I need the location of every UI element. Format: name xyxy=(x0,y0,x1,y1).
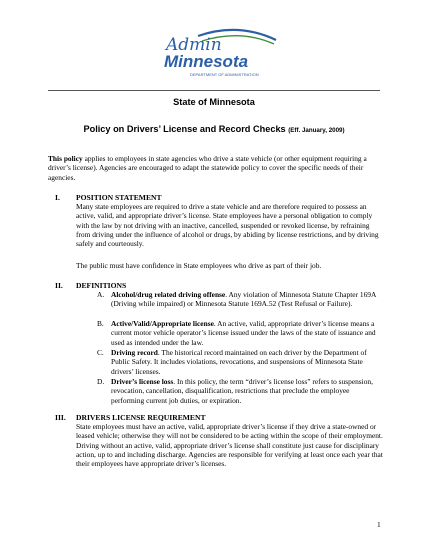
section-2-number: II. xyxy=(55,281,63,290)
section-3-heading: DRIVERS LICENSE REQUIREMENT xyxy=(76,413,206,422)
section-1-paragraph-1: Many state employees are required to drive a state vehicle and are therefore required to possess an active, valid, and appropriate driver’s license. State employees have a personal obligation to comply with the law by not driving with an inactive, cancelled, suspended or revoked license, by refraining from driving under the influence of alcohol or drugs, by abiding by license restrictions, and by driving safely and courteously. xyxy=(76,202,379,249)
document-subtitle xyxy=(0,124,428,134)
section-1-paragraph-2: The public must have confidence in State employees who drive as part of their job. xyxy=(76,261,322,270)
definition-c-term: Driving record xyxy=(111,348,158,357)
logo-subtext: DEPARTMENT OF ADMINISTRATION xyxy=(190,72,259,77)
page-number: 1 xyxy=(377,520,381,529)
definition-b xyxy=(111,319,384,347)
definition-d-text: . In this policy, the term “driver’s license loss” refers to suspension, revocation, cancellation, disqualification, restrictions that preclude the employee performing current job duties, or expiration. xyxy=(111,377,373,405)
logo-admin-text: Admin xyxy=(166,35,222,55)
definition-c xyxy=(111,348,384,376)
definition-a-text: . Any violation of Minnesota Statute Chapter 169A (Driving while impaired) or Minnesota Statute 169A.52 (Test Refusal or Failure). xyxy=(111,290,376,309)
intro-text: applies to employees in state agencies who drive a state vehicle (or other equipment requiring a driver’s license). Agencies are encouraged to adapt the statewide policy to cover the specific needs of their agencies. xyxy=(48,154,367,182)
definition-d xyxy=(111,377,384,405)
definition-b-term: Active/Valid/Appropriate license xyxy=(111,319,214,328)
definition-c-letter: C. xyxy=(97,348,104,357)
section-3-number: III. xyxy=(55,413,66,422)
header-divider xyxy=(48,90,380,91)
admin-minnesota-logo xyxy=(158,26,282,80)
intro-lead: This policy xyxy=(48,154,83,163)
section-1-number: I. xyxy=(55,193,60,202)
section-1-heading: POSITION STATEMENT xyxy=(76,193,162,202)
definition-d-letter: D. xyxy=(97,377,105,386)
document-title: State of Minnesota xyxy=(173,97,255,107)
intro-paragraph xyxy=(48,154,382,182)
definition-a xyxy=(111,290,384,309)
section-2-heading: DEFINITIONS xyxy=(76,281,127,290)
definition-b-text: . An active, valid, appropriate driver’s license means a current motor vehicle operator’s license issued under the laws of the state of issuance and used as intended under the law. xyxy=(111,319,376,347)
section-3-paragraph-1: State employees must have an active, valid, appropriate driver’s license if they drive a state-owned or leased vehicle; otherwise they will not be considered to be acting within the scope of their employment. Driving without an active, valid, appropriate driver’s license shall constitute just cause for disciplinary action, up to and including discharge. Agencies are responsible for verifying at least once each year that their employees have appropriate driver’s licenses. xyxy=(76,422,383,469)
definition-a-term: Alcohol/drug related driving offense xyxy=(111,290,226,299)
policy-name: Policy on Drivers’ License and Record Checks xyxy=(83,124,286,134)
definition-a-letter: A. xyxy=(97,290,105,299)
logo-minnesota-text: Minnesota xyxy=(164,52,249,71)
definition-d-term: Driver’s license loss xyxy=(111,377,174,386)
definition-b-letter: B. xyxy=(97,319,104,328)
definition-c-text: . The historical record maintained on each driver by the Department of Public Safety. It includes violations, revocations, and suspensions of Minnesota State drivers’ licenses. xyxy=(111,348,367,376)
effective-date: (Eff. January, 2009) xyxy=(288,127,345,134)
